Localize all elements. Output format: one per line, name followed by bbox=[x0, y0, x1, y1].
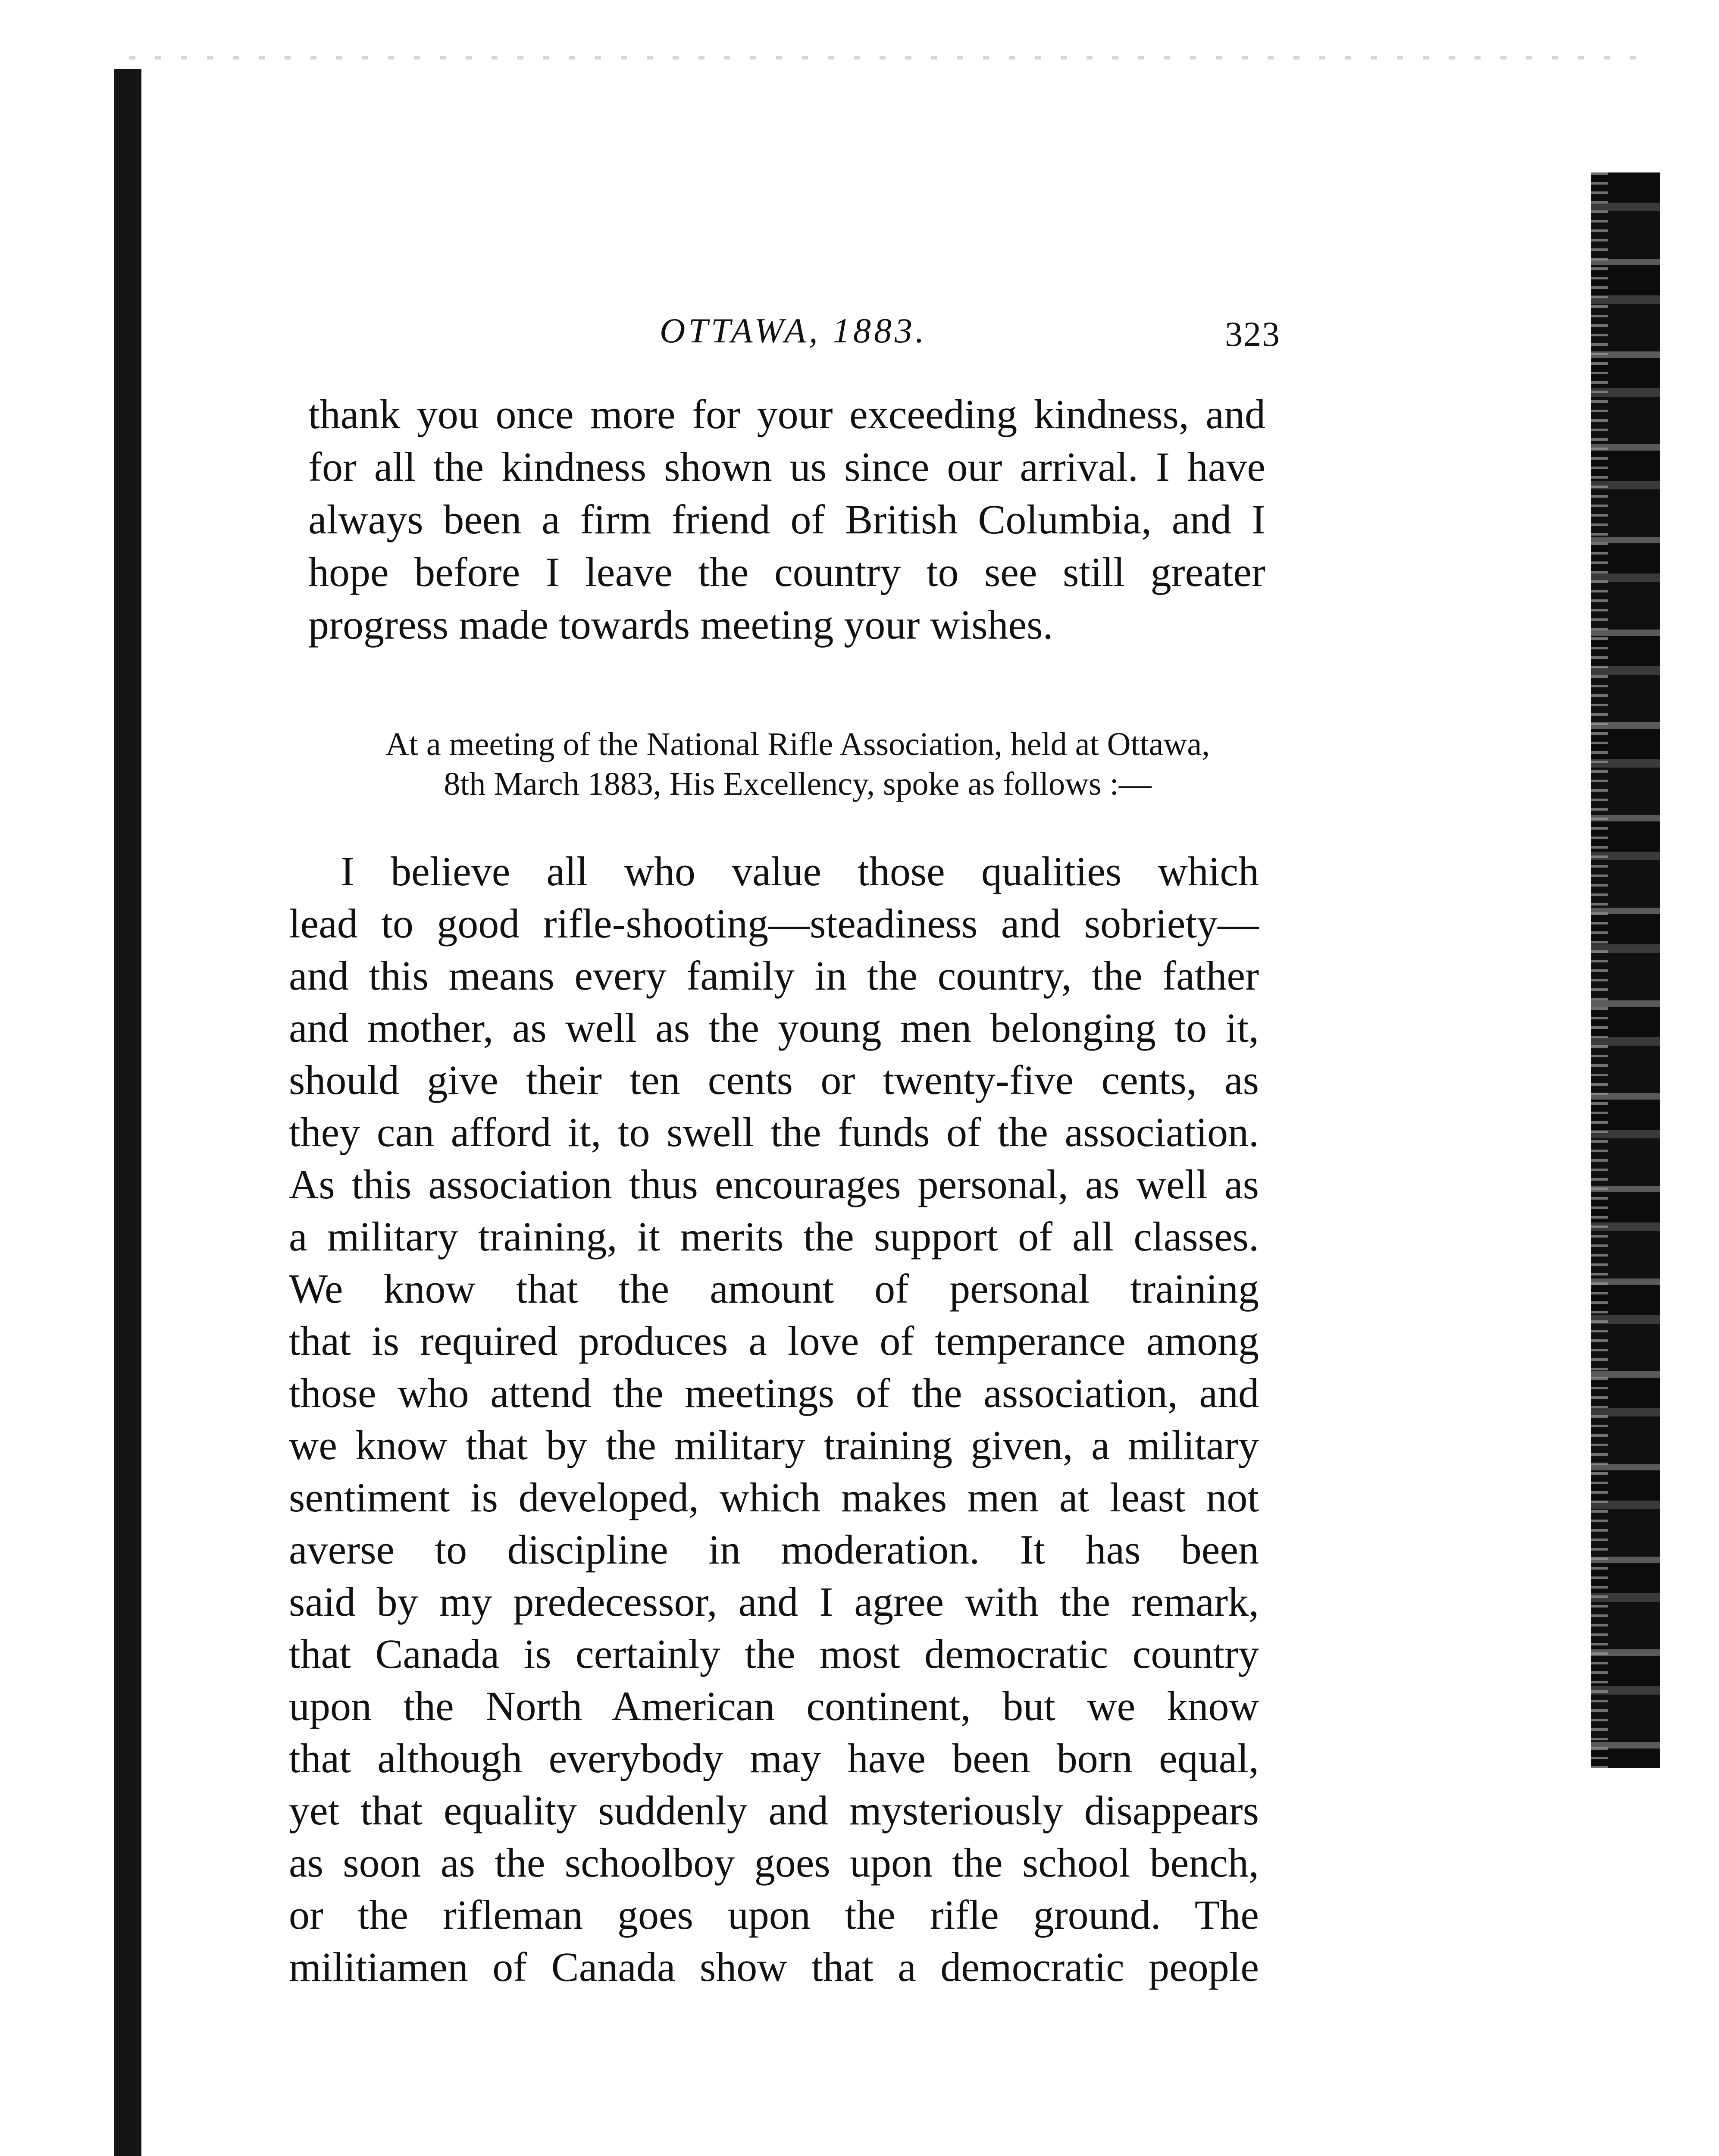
running-header bbox=[306, 310, 1281, 362]
text-line: hope before I leave the country to see still greater bbox=[308, 549, 1265, 595]
text-line: that Canada is certainly the most democratic country bbox=[289, 1631, 1259, 1677]
text-line: sentiment is developed, which makes men at least not bbox=[289, 1474, 1259, 1520]
text-line: militiamen of Canada show that a democratic people bbox=[289, 1944, 1259, 1990]
scan-top-noise bbox=[129, 56, 1638, 60]
text-line: averse to discipline in moderation. It has been bbox=[289, 1526, 1259, 1573]
scan-right-edge-speckle bbox=[1591, 172, 1608, 1768]
paragraph-closing-speech bbox=[308, 388, 1265, 651]
text-line: for all the kindness shown us since our arrival. I have bbox=[308, 444, 1265, 490]
text-line: a military training, it merits the support of all classes. bbox=[289, 1213, 1259, 1260]
text-line: yet that equality suddenly and mysteriously disappears bbox=[289, 1787, 1259, 1833]
scan-binding-edge bbox=[114, 69, 141, 2156]
running-title: OTTAWA, 1883. bbox=[660, 311, 927, 350]
text-line: they can afford it, to swell the funds of the association. bbox=[289, 1109, 1259, 1155]
text-line: and mother, as well as the young men belonging to it, bbox=[289, 1005, 1259, 1051]
text-line: As this association thus encourages personal, as well as bbox=[289, 1161, 1259, 1207]
caption-line: At a meeting of the National Rifle Association, held at Ottawa, bbox=[385, 726, 1210, 762]
text-line: I believe all who value those qualities which bbox=[341, 848, 1259, 894]
text-line: those who attend the meetings of the association, and bbox=[289, 1370, 1259, 1416]
text-line: progress made towards meeting your wishes. bbox=[308, 602, 1053, 648]
text-line: lead to good rifle-shooting—steadiness and sobriety— bbox=[289, 900, 1259, 946]
page-number: 323 bbox=[1225, 314, 1281, 354]
text-line: that is required produces a love of temperance among bbox=[289, 1318, 1259, 1364]
text-line: always been a firm friend of British Columbia, and I bbox=[308, 496, 1265, 542]
caption-line: 8th March 1883, His Excellency, spoke as follows :— bbox=[444, 766, 1152, 802]
text-line: said by my predecessor, and I agree with the remark, bbox=[289, 1579, 1259, 1625]
text-line: as soon as the schoolboy goes upon the school bench, bbox=[289, 1839, 1259, 1886]
text-line: should give their ten cents or twenty-five cents, as bbox=[289, 1057, 1259, 1103]
text-line: we know that by the military training given, a military bbox=[289, 1422, 1259, 1468]
text-line: or the rifleman goes upon the rifle ground. The bbox=[289, 1892, 1259, 1938]
speech-caption bbox=[328, 724, 1268, 804]
text-line: thank you once more for your exceeding kindness, and bbox=[308, 391, 1265, 437]
text-line: that although everybody may have been born equal, bbox=[289, 1735, 1259, 1781]
text-line: and this means every family in the country, the father bbox=[289, 953, 1259, 999]
text-line: upon the North American continent, but we know bbox=[289, 1683, 1259, 1729]
text-line: We know that the amount of personal training bbox=[289, 1266, 1259, 1312]
paragraph-rifle-speech bbox=[289, 845, 1259, 1993]
